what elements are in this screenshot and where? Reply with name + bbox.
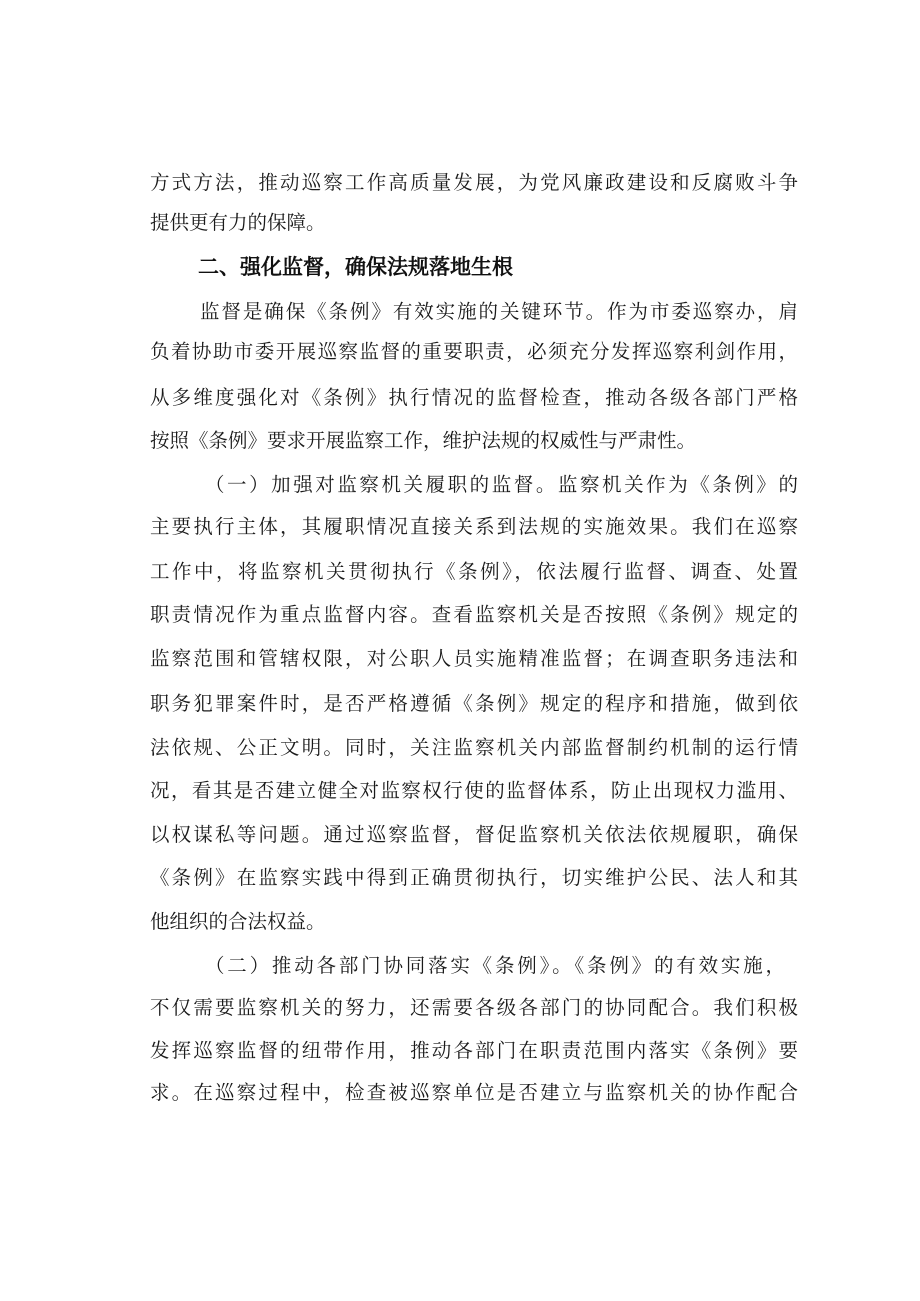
- intro-line-2: 提供更有力的保障。: [150, 211, 326, 234]
- section-paragraph-line: 按照《条例》要求开展监察工作，维护法规的权威性与严肃性。: [150, 429, 697, 452]
- section-heading: 二、强化监督，确保法规落地生根: [198, 255, 513, 279]
- section-paragraph-line: 从多维度强化对《条例》执行情况的监督检查，推动各级各部门严格: [150, 386, 798, 409]
- section-paragraph-line: 监督是确保《条例》有效实施的关键环节。作为市委巡察办，肩: [200, 300, 798, 323]
- sub1-line: 他组织的合法权益。: [150, 910, 326, 933]
- sub1-line: 况，看其是否建立健全对监察权行使的监督体系，防止出现权力滥用、: [150, 779, 798, 802]
- sub1-line: 工作中，将监察机关贯彻执行《条例》，依法履行监督、调查、处置: [150, 560, 798, 583]
- sub1-line: 职务犯罪案件时，是否严格遵循《条例》规定的程序和措施，做到依: [150, 692, 798, 715]
- sub1-line: 以权谋私等问题。通过巡察监督，督促监察机关依法依规履职，确保: [150, 823, 798, 846]
- section-paragraph-line: 负着协助市委开展巡察监督的重要职责，必须充分发挥巡察利剑作用，: [150, 340, 798, 363]
- sub2-line: （二）推动各部门协同落实《条例》。《条例》的有效实施，: [205, 954, 785, 977]
- sub1-line: 主要执行主体，其履职情况直接关系到法规的实施效果。我们在巡察: [150, 515, 798, 538]
- sub1-line: 职责情况作为重点监督内容。查看监察机关是否按照《条例》规定的: [150, 603, 798, 626]
- sub2-line: 发挥巡察监督的纽带作用，推动各部门在职责范围内落实《条例》要: [150, 1039, 798, 1062]
- intro-line-1: 方式方法，推动巡察工作高质量发展，为党风廉政建设和反腐败斗争: [150, 171, 798, 194]
- sub1-line: （一）加强对监察机关履职的监督。监察机关作为《条例》的: [205, 473, 798, 496]
- sub1-line: 监察范围和管辖权限，对公职人员实施精准监督；在调查职务违法和: [150, 647, 798, 670]
- sub1-line: 法依规、公正文明。同时，关注监察机关内部监督制约机制的运行情: [150, 736, 798, 759]
- sub2-line: 求。在巡察过程中，检查被巡察单位是否建立与监察机关的协作配合: [150, 1081, 798, 1104]
- sub1-line: 《条例》在监察实践中得到正确贯彻执行，切实维护公民、法人和其: [150, 866, 798, 889]
- sub2-line: 不仅需要监察机关的努力，还需要各级各部门的协同配合。我们积极: [150, 996, 798, 1019]
